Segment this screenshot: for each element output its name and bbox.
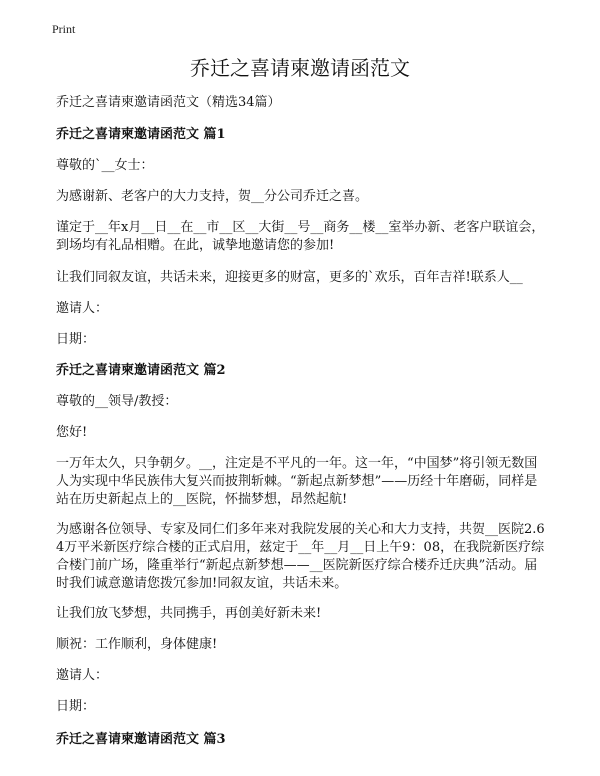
paragraph: 为感谢各位领导、专家及同仁们多年来对我院发展的关心和大力支持，共贺__医院2.64万平米新医疗综合楼的正式启用，兹定于__年__月__日上午9：08，在我院新医疗综合楼门前广场，隆重举行“新起点新梦想——__医院新医疗综合楼乔迁庆典”活动。届时我们诚意邀请您拨冗参加!同叙友谊，共话未来。 xyxy=(56,522,545,591)
paragraph: 尊敬的`__女士： xyxy=(56,158,154,173)
paragraph: 您好! xyxy=(56,425,88,440)
paragraph: 日期： xyxy=(56,699,96,714)
paragraph: 一万年太久，只争朝夕。__，注定是不平凡的一年。这一年，“中国梦”将引领无数国人为实现中华民族伟大复兴而披荆斩棘。“新起点新梦想”——历经十年磨砺，同样是站在历史新起点上的__医院，怀揣梦想，昂然起航! xyxy=(56,456,538,507)
paragraph: 日期： xyxy=(56,332,96,347)
paragraph: 邀请人： xyxy=(56,668,109,683)
paragraph: 为感谢新、老客户的大力支持，贺__分公司乔迁之喜。 xyxy=(56,189,369,204)
print-label: Print xyxy=(52,22,76,36)
paragraph: 尊敬的__领导/教授： xyxy=(56,394,178,409)
paragraph: 让我们放飞梦想，共同携手，再创美好新未来! xyxy=(56,606,322,621)
paragraph: 邀请人： xyxy=(56,301,109,316)
section-heading-1: 乔迁之喜请柬邀请函范文 篇1 xyxy=(56,127,226,142)
page-title: 乔迁之喜请柬邀请函范文 xyxy=(190,56,410,80)
section-heading-2: 乔迁之喜请柬邀请函范文 篇2 xyxy=(56,363,226,378)
paragraph: 谨定于__年x月__日__在__市__区__大街__号__商务__楼__室举办新、老客户联谊会，到场均有礼品相赠。在此，诚挚地邀请您的参加! xyxy=(56,220,545,253)
section-heading-3: 乔迁之喜请柬邀请函范文 篇3 xyxy=(56,732,226,747)
document-subtitle: 乔迁之喜请柬邀请函范文（精选34篇） xyxy=(56,95,281,110)
paragraph: 顺祝：工作顺利，身体健康! xyxy=(56,637,218,652)
paragraph: 让我们同叙友谊，共话未来，迎接更多的财富，更多的`欢乐，百年吉祥!联系人__ xyxy=(56,270,523,285)
